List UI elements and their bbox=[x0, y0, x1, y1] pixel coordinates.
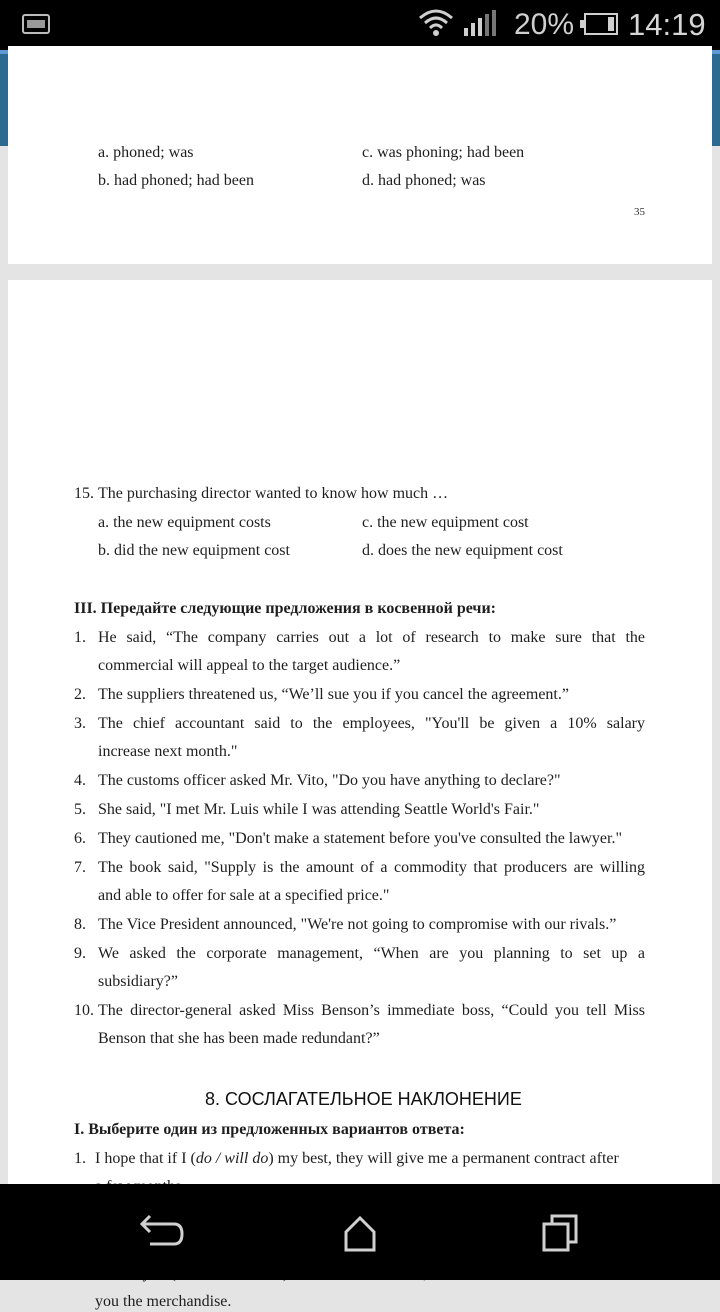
clock: 14:19 bbox=[628, 7, 706, 42]
item-text: She said, "I met Mr. Luis while I was attending Seattle World's Fair." bbox=[98, 801, 540, 818]
item-text-cont: increase next month." bbox=[98, 743, 238, 760]
question-number: 15. bbox=[74, 485, 94, 502]
option-a: a. the new equipment costs bbox=[98, 514, 271, 531]
item-number: 1. bbox=[74, 629, 86, 646]
item-number: 7. bbox=[74, 859, 86, 876]
item-text: They cautioned me, "Don't make a statement before you've consulted the lawyer." bbox=[98, 830, 622, 847]
battery-icon bbox=[584, 13, 618, 35]
item-text: The Vice President announced, "We're not going to compromise with our rivals.” bbox=[98, 916, 617, 933]
item-text-cont: and able to offer for sale at a specified price." bbox=[98, 887, 390, 904]
option-c: c. was phoning; had been bbox=[362, 144, 525, 161]
item-text: We asked the corporate management, “When are you planning to set up a bbox=[98, 945, 645, 962]
section-heading: I. Выберите один из предложенных вариантов ответа: bbox=[74, 1121, 465, 1138]
item-text-cont: you the merchandise. bbox=[95, 1293, 232, 1310]
item-number: 1. bbox=[74, 1150, 86, 1167]
item-text-cont: Benson that she has been made redundant?” bbox=[98, 1030, 380, 1047]
item-text-cont: subsidiary?” bbox=[98, 973, 178, 990]
answer-options: do / will do bbox=[195, 1150, 269, 1167]
item-text-cont: commercial will appeal to the target audience.” bbox=[98, 657, 401, 674]
item-text: The suppliers threatened us, “We’ll sue you if you cancel the agreement.” bbox=[98, 686, 569, 703]
status-bar bbox=[0, 0, 720, 50]
document-viewport[interactable] bbox=[0, 144, 720, 1310]
option-b: b. did the new equipment cost bbox=[98, 542, 290, 559]
option-c: c. the new equipment cost bbox=[362, 514, 529, 531]
recent-apps-button[interactable] bbox=[530, 1212, 590, 1256]
battery-percent: 20% bbox=[514, 8, 575, 41]
back-icon bbox=[130, 1212, 190, 1256]
notification-icon bbox=[22, 14, 50, 34]
home-icon bbox=[330, 1212, 390, 1256]
page-36 bbox=[8, 280, 712, 1310]
recent-apps-icon bbox=[530, 1212, 590, 1256]
item-number: 3. bbox=[74, 715, 86, 732]
item-text: The chief accountant said to the employees, "You'll be given a 10% salary bbox=[98, 715, 645, 732]
item-text: The customs officer asked Mr. Vito, "Do you have anything to declare?" bbox=[98, 772, 561, 789]
item-number: 9. bbox=[74, 945, 86, 962]
item-number: 6. bbox=[74, 830, 86, 847]
item-text: I hope that if I (do / will do) my best, they will give me a permanent contract after bbox=[95, 1150, 619, 1167]
item-text: The director-general asked Miss Benson’s immediate boss, “Could you tell Miss bbox=[98, 1002, 645, 1019]
home-button[interactable] bbox=[330, 1212, 390, 1256]
option-a: a. phoned; was bbox=[98, 144, 194, 161]
signal-icon bbox=[460, 10, 500, 38]
option-b: b. had phoned; had been bbox=[98, 172, 254, 189]
back-button[interactable] bbox=[130, 1212, 190, 1256]
section-heading: III. Передайте следующие предложения в косвенной речи: bbox=[74, 600, 496, 617]
item-text: He said, “The company carries out a lot of research to make sure that the bbox=[98, 629, 645, 646]
wifi-icon bbox=[418, 8, 454, 38]
item-number: 5. bbox=[74, 801, 86, 818]
item-number: 10. bbox=[74, 1002, 94, 1019]
option-d: d. had phoned; was bbox=[362, 172, 486, 189]
item-number: 2. bbox=[74, 686, 86, 703]
page-number: 35 bbox=[634, 206, 645, 218]
item-number: 8. bbox=[74, 916, 86, 933]
navigation-bar bbox=[0, 1184, 720, 1280]
question-text: The purchasing director wanted to know how much … bbox=[98, 485, 449, 502]
item-text: The book said, "Supply is the amount of a commodity that producers are willing bbox=[98, 859, 645, 876]
page-35 bbox=[8, 46, 712, 264]
chapter-heading: 8. СОСЛАГАТЕЛЬНОЕ НАКЛОНЕНИЕ bbox=[205, 1089, 522, 1109]
item-number: 4. bbox=[74, 772, 86, 789]
option-d: d. does the new equipment cost bbox=[362, 542, 563, 559]
